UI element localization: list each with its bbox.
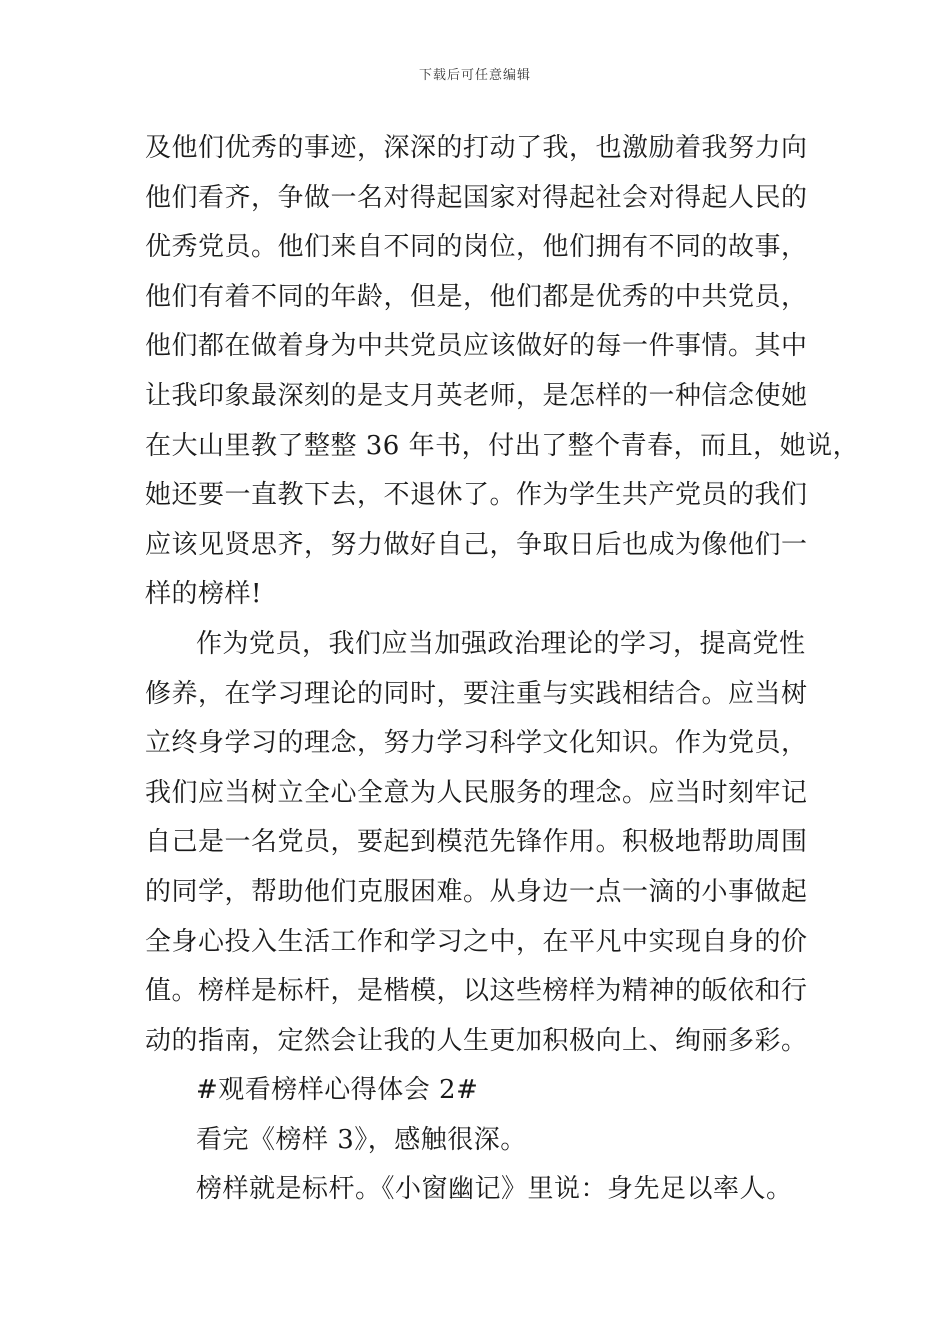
text-line: 在大山里教了整整 36 年书，付出了整个青春，而且，她说， xyxy=(145,430,860,461)
text-line: 她还要一直教下去，不退休了。作为学生共产党员的我们 xyxy=(145,480,808,511)
document-body xyxy=(145,124,860,1215)
section-heading: #观看榜样心得体会 2# xyxy=(196,1075,479,1106)
text-line: 让我印象最深刻的是支月英老师，是怎样的一种信念使她 xyxy=(145,380,808,411)
text-line: 立终身学习的理念，努力学习科学文化知识。作为党员， xyxy=(145,728,808,759)
text-line: 全身心投入生活工作和学习之中，在平凡中实现自身的价 xyxy=(145,926,808,957)
page-header: 下载后可任意编辑 xyxy=(418,68,531,83)
text-line: 他们有着不同的年龄，但是，他们都是优秀的中共党员， xyxy=(145,281,808,312)
text-line: 他们看齐，争做一名对得起国家对得起社会对得起人民的 xyxy=(145,182,808,213)
paragraph-start-line: 作为党员，我们应当加强政治理论的学习，提高党性 xyxy=(196,628,806,659)
text-line: 的同学，帮助他们克服困难。从身边一点一滴的小事做起 xyxy=(145,876,808,907)
text-line: 值。榜样是标杆，是楷模，以这些榜样为精神的皈依和行 xyxy=(145,976,808,1007)
paragraph-start-line: 榜样就是标杆。《小窗幽记》里说：身先足以率人。 xyxy=(196,1174,793,1205)
text-line: 应该见贤思齐，努力做好自己，争取日后也成为像他们一 xyxy=(145,529,808,560)
text-line: 优秀党员。他们来自不同的岗位，他们拥有不同的故事， xyxy=(145,232,808,263)
paragraph-start-line: 看完《榜样 3》，感触很深。 xyxy=(196,1124,527,1155)
text-line: 他们都在做着身为中共党员应该做好的每一件事情。其中 xyxy=(145,331,808,362)
text-line: 样的榜样! xyxy=(145,579,262,610)
text-line: 修养，在学习理论的同时，要注重与实践相结合。应当树 xyxy=(145,678,808,709)
text-line: 我们应当树立全心全意为人民服务的理念。应当时刻牢记 xyxy=(145,777,808,808)
text-line: 动的指南，定然会让我的人生更加积极向上、绚丽多彩。 xyxy=(145,1025,808,1056)
text-line: 及他们优秀的事迹，深深的打动了我，也激励着我努力向 xyxy=(145,133,808,163)
text-line: 自己是一名党员，要起到模范先锋作用。积极地帮助周围 xyxy=(145,827,808,858)
